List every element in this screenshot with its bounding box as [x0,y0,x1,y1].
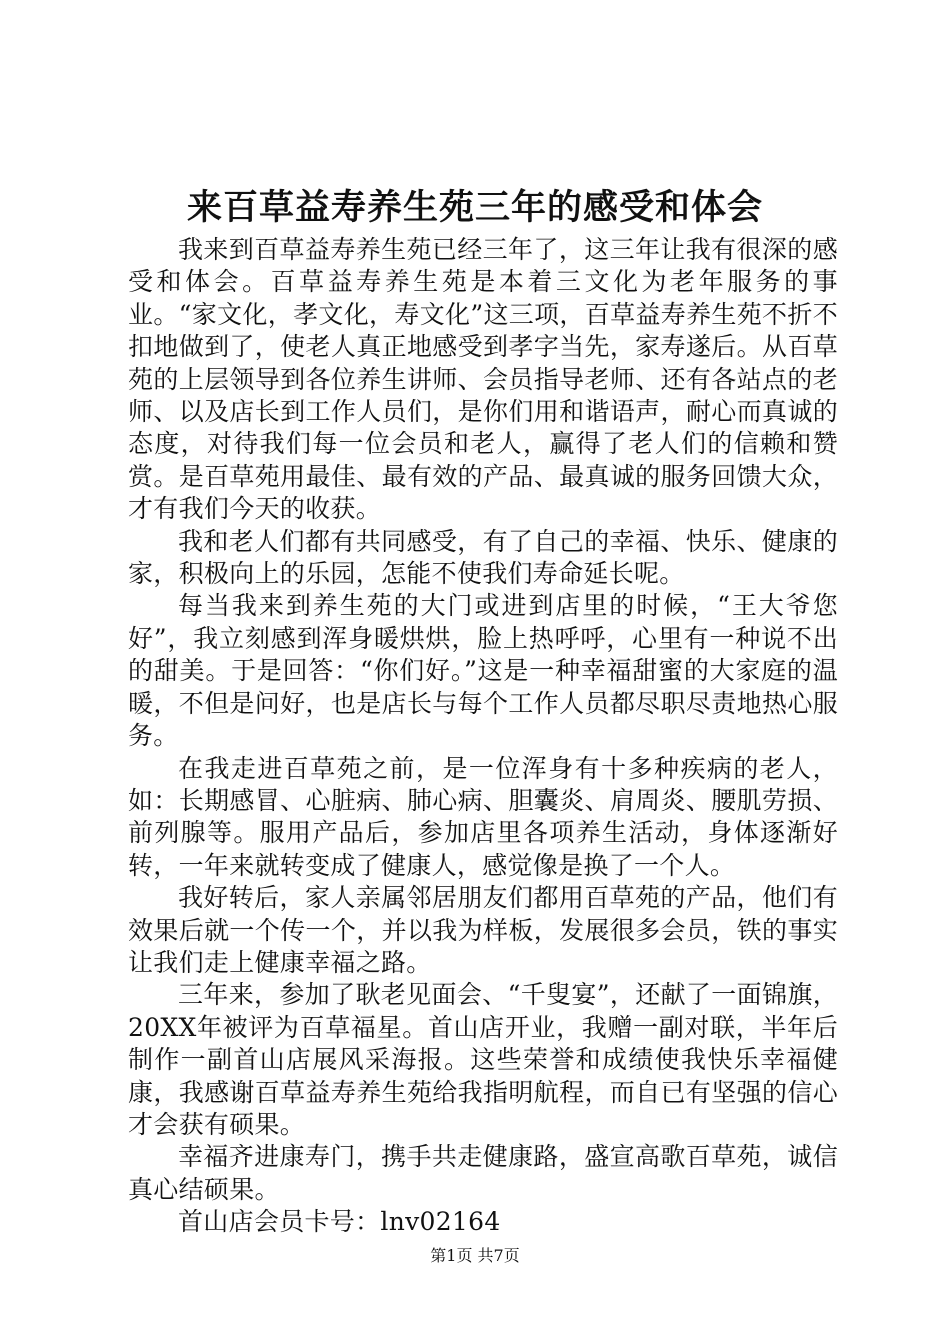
paragraph: 我和老人们都有共同感受，有了自己的幸福、快乐、健康的家，积极向上的乐园，怎能不使我们寿命延长呢。 [128,526,838,589]
paragraph: 幸福齐进康寿门，携手共走健康路，盛宣高歌百草苑，诚信真心结硕果。 [128,1142,838,1204]
paragraph: 每当我来到养生苑的大门或进到店里的时候，“王大爷您好”，我立刻感到浑身暖烘烘，脸上热呼呼，心里有一种说不出的甜美。于是回答：“你们好。”这是一种幸福甜蜜的大家庭的温暖，不但是问好，也是店长与每个工作人员都尽职尽责地热心服务。 [128,591,838,751]
paragraph: 在我走进百草苑之前，是一位浑身有十多种疾病的老人，如：长期感冒、心脏病、肺心病、胆囊炎、肩周炎、腰肌劳损、前列腺等。服用产品后，参加店里各项养生活动，身体逐渐好转，一年来就转变成了健康人，感觉像是换了一个人。 [128,753,838,880]
member-card-line: 首山店会员卡号：lnv02164 [178,1207,501,1237]
document-body [128,234,838,1239]
paragraph: 我好转后，家人亲属邻居朋友们都用百草苑的产品，他们有效果后就一个传一个，并以我为样板，发展很多会员，铁的事实让我们走上健康幸福之路。 [128,883,838,977]
paragraph: 我来到百草益寿养生苑已经三年了，这三年让我有很深的感受和体会。百草益寿养生苑是本着三文化为老年服务的事业。“家文化，孝文化，寿文化”这三项，百草益寿养生苑不折不扣地做到了，使老人真正地感受到孝字当先，家寿遂后。从百草苑的上层领导到各位养生讲师、会员指导老师、还有各站点的老师、以及店长到工作人员们，是你们用和谐语声，耐心而真诚的态度，对待我们每一位会员和老人，赢得了老人们的信赖和赞赏。是百草苑用最佳、最有效的产品、最真诚的服务回馈大众，才有我们今天的收获。 [128,235,838,524]
paragraph: 三年来，参加了耿老见面会、“千叟宴”，还献了一面锦旗，20XX年被评为百草福星。首山店开业，我赠一副对联，半年后制作一副首山店展风采海报。这些荣誉和成绩使我快乐幸福健康，我感谢百草益寿养生苑给我指明航程，而自已有坚强的信心才会获有硕果。 [128,980,838,1139]
page-number: 第1页 共7页 [430,1246,520,1265]
document-title: 来百草益寿养生苑三年的感受和体会 [186,187,763,228]
